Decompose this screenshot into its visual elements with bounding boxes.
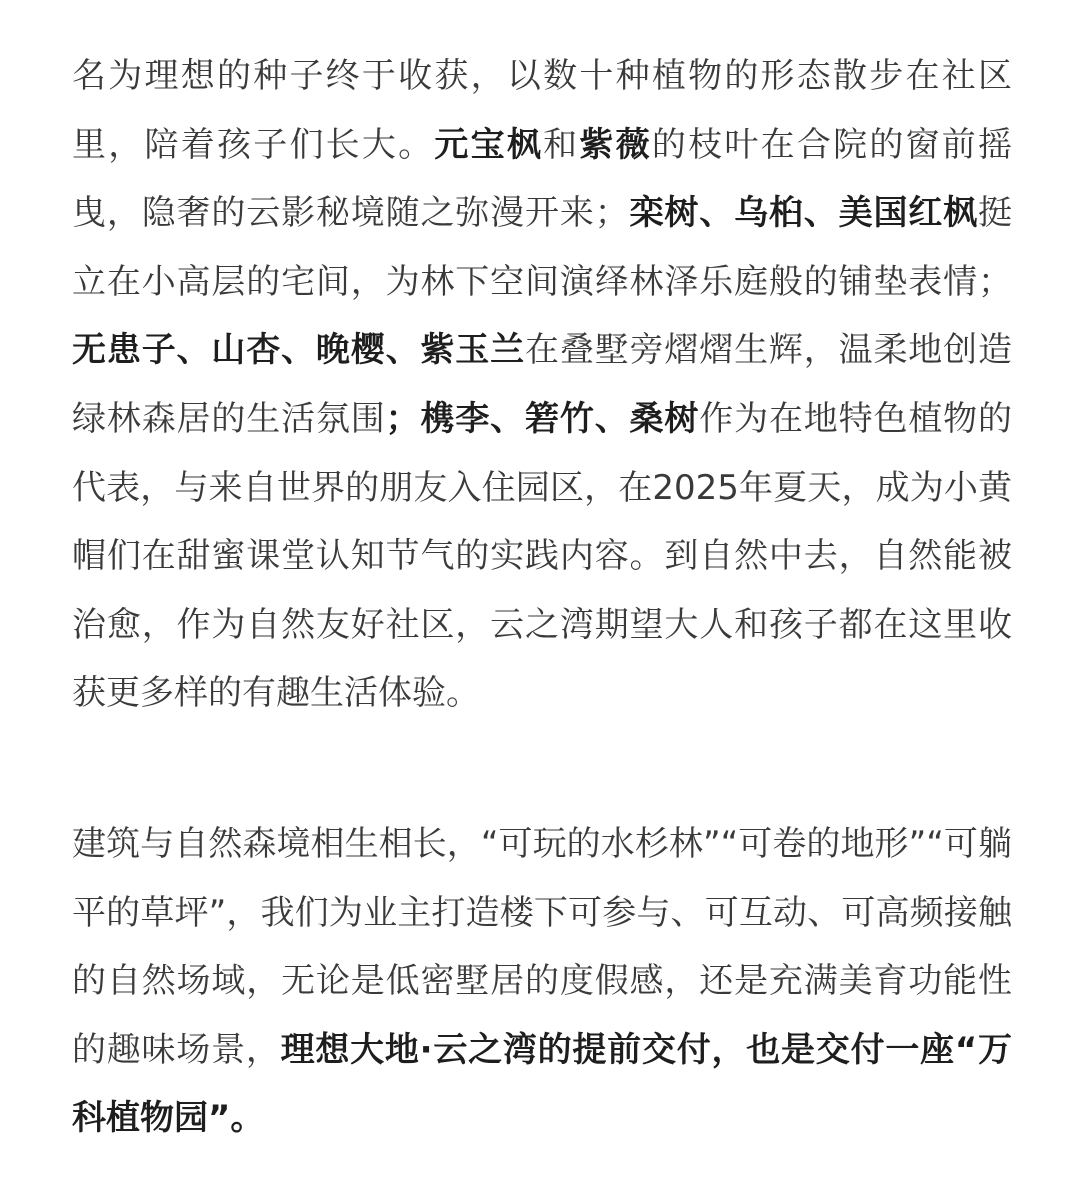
paragraph-plants xyxy=(72,42,1012,728)
article-body xyxy=(72,42,1012,1153)
text-segment: 建筑与自然森境相生相长，“可玩的水杉林”“可卷的地形”“可躺平的草坪”，我们为业主打造楼下可参与、可互动、可高频接触的自然场域，无论是低密墅居的度假感，还是充满美育功能性的趣味场景， xyxy=(72,823,1012,1070)
text-segment: 名为理想的种子终于收获，以数十种植物的形态散步在社区里，陪着孩子们长大。 xyxy=(72,56,1012,165)
plant-name-highlight: 元宝枫 xyxy=(434,124,544,165)
paragraph-architecture xyxy=(72,810,1012,1153)
text-segment: 在叠墅旁熠熠生辉，温柔地创造绿林森居的生活氛围 xyxy=(72,330,1012,439)
plant-name-highlight: 槜李、箬竹、桑树 xyxy=(419,398,700,439)
closing-statement-highlight: 理想大地·云之湾的提前交付，也是交付一座“万科植物园”。 xyxy=(72,1029,1012,1139)
text-segment-bold-punct: ； xyxy=(385,398,420,439)
text-segment: 和 xyxy=(543,124,580,165)
plant-name-highlight: 栾树、乌桕、美国红枫 xyxy=(628,193,979,234)
plant-name-highlight: 紫薇 xyxy=(579,124,652,165)
text-segment: 作为在地特色植物的代表，与来自世界的朋友入住园区，在2025年夏天，成为小黄帽们在甜蜜课堂认知节气的实践内容。到自然中去，自然能被治愈，作为自然友好社区，云之湾期望大人和孩子都在这里收获更多样的有趣生活体验。 xyxy=(72,398,1013,714)
text-segment: 挺立在小高层的宅间，为林下空间演绎林泽乐庭般的铺垫表情； xyxy=(72,193,1013,302)
text-segment: 的枝叶在合院的窗前摇曳，隐奢的云影秘境随之弥漫开来； xyxy=(72,124,1013,234)
paragraph-spacer xyxy=(72,728,1012,810)
plant-name-highlight: 无患子、山杏、晚樱、紫玉兰 xyxy=(72,330,525,371)
